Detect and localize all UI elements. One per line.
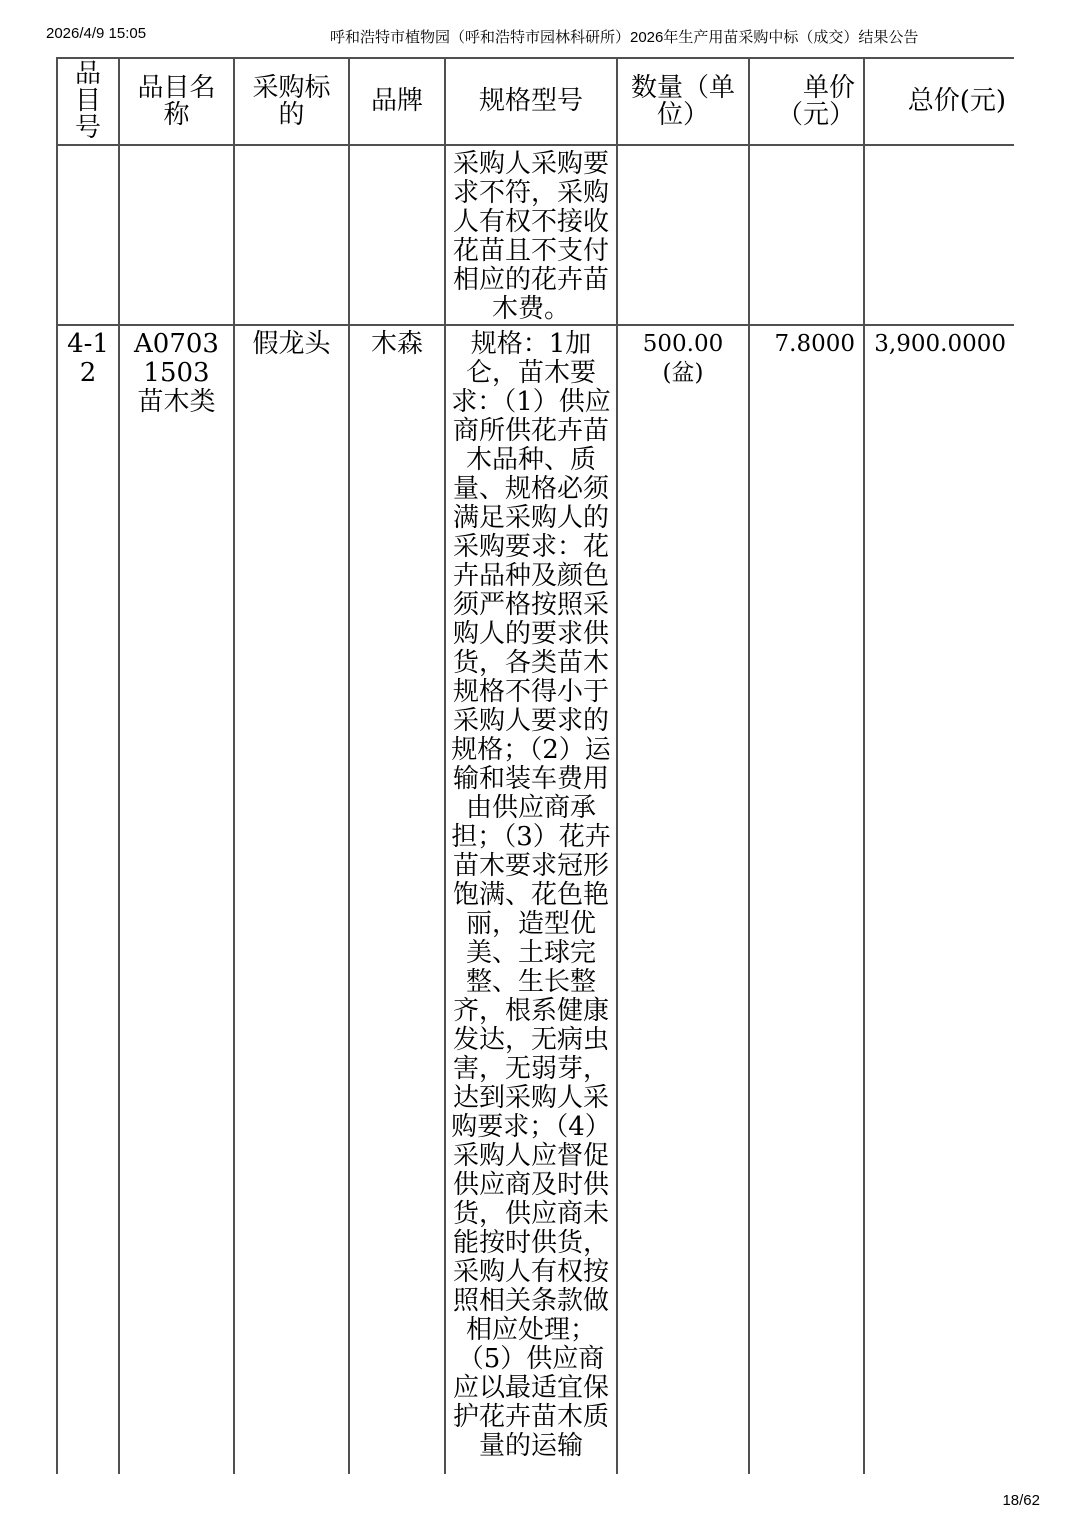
cell-total-price: 3,900.0000 bbox=[864, 325, 1014, 1474]
document-title: 呼和浩特市植物园（呼和浩特市园林科研所）2026年生产用苗采购中标（成交）结果公告 bbox=[330, 29, 919, 46]
table-row-continuation bbox=[57, 145, 1014, 325]
cell-item-no: 4-12 bbox=[57, 325, 119, 1474]
column-header-target: 采购标的 bbox=[234, 58, 349, 145]
cell-quantity bbox=[617, 325, 749, 1474]
cell-target: 假龙头 bbox=[234, 325, 349, 1474]
cell-spec-model: 采购人采购要求不符，采购人有权不接收花苗且不支付相应的花卉苗木费。 bbox=[445, 145, 617, 325]
column-header-unit-price: 单价（元） bbox=[749, 58, 864, 145]
page-number: 18/62 bbox=[1002, 1492, 1040, 1509]
cell-unit-price bbox=[749, 145, 864, 325]
cell-spec-model: 规格：1加仑，苗木要求：（1）供应商所供花卉苗木品种、质量、规格必须满足采购人的采购要求：花卉品种及颜色须严格按照采购人的要求供货，各类苗木规格不得小于采购人要求的规格；（2）运输和装车费用由供应商承担；（3）花卉苗木要求冠形饱满、花色艳丽，造型优美、土球完整、生长整齐，根系健康发达，无病虫害，无弱芽，达到采购人采购要求；（4）采购人应督促供应商及时供货，供应商未能按时供货，采购人有权按照相关条款做相应处理；（5）供应商应以最适宜保护花卉苗木质量的运输 bbox=[445, 325, 617, 1474]
column-header-quantity: 数量（单位） bbox=[617, 58, 749, 145]
quantity-value: 500.00 bbox=[642, 331, 724, 357]
cell-unit-price: 7.8000 bbox=[749, 325, 864, 1474]
cell-item-name bbox=[119, 145, 234, 325]
column-header-spec: 规格型号 bbox=[445, 58, 617, 145]
cell-total-price bbox=[864, 145, 1014, 325]
cell-target bbox=[234, 145, 349, 325]
column-header-total-price: 总价(元) bbox=[864, 58, 1014, 145]
quantity-unit: (盆) bbox=[662, 360, 704, 386]
cell-item-name: A07031503 苗木类 bbox=[119, 325, 234, 1474]
cell-brand: 木森 bbox=[349, 325, 445, 1474]
table-header-row bbox=[57, 58, 1014, 145]
column-header-item-name: 品目名称 bbox=[119, 58, 234, 145]
results-table bbox=[56, 57, 1014, 1474]
table-row-item-4-12 bbox=[57, 325, 1014, 1474]
column-header-brand: 品牌 bbox=[349, 58, 445, 145]
cell-quantity bbox=[617, 145, 749, 325]
results-table-container bbox=[56, 57, 1014, 1474]
print-timestamp: 2026/4/9 15:05 bbox=[46, 25, 147, 42]
cell-item-no bbox=[57, 145, 119, 325]
cell-brand bbox=[349, 145, 445, 325]
column-header-item-no: 品目号 bbox=[57, 58, 119, 145]
